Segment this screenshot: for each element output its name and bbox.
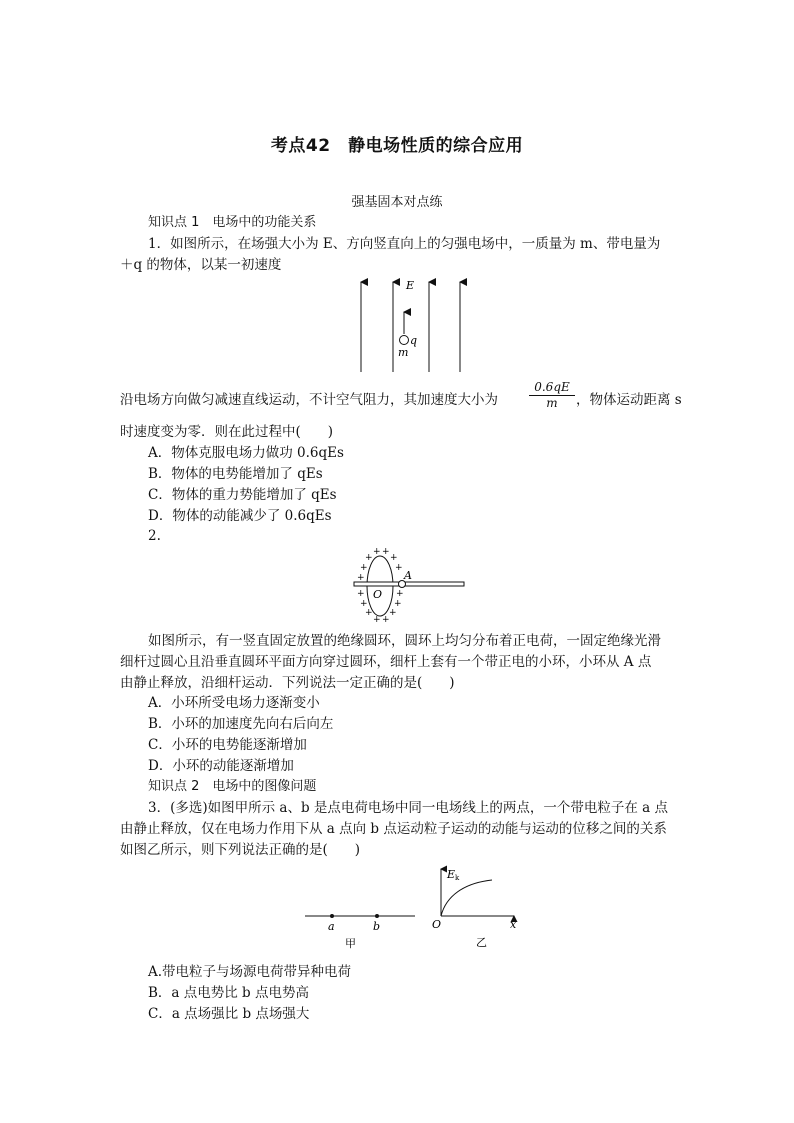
label-Ek: Ek	[447, 868, 460, 882]
q3-option-a: A.带电粒子与场源电荷带异种电荷	[148, 964, 352, 980]
acceleration-fraction	[529, 380, 575, 411]
point-b	[375, 914, 379, 918]
q1-line1: 1．如图所示，在场强大小为 E、方向竖直向上的匀强电场中，一质量为 m、带电量为	[148, 236, 661, 252]
plus-14: +	[373, 615, 381, 625]
point-a	[330, 914, 334, 918]
q3-option-b: B．a 点电势比 b 点电势高	[148, 985, 309, 1001]
label-A: A	[404, 569, 412, 582]
q2-line2: 细杆过圆心且沿垂直圆环平面方向穿过圆环，细杆上套有一个带正电的小环，小环从 A 点	[120, 654, 652, 670]
q2-option-a: A．小环所受电场力逐渐变小	[148, 695, 320, 711]
plus-13: +	[389, 608, 397, 618]
section2-heading: 知识点 2 电场中的图像问题	[148, 779, 317, 794]
charged-object	[400, 336, 409, 345]
fraction-denominator: m	[546, 396, 558, 410]
plus-12: +	[365, 608, 373, 618]
q3-option-c: C．a 点场强比 b 点场强大	[148, 1006, 310, 1022]
q2-figure-charged-ring	[352, 548, 466, 624]
label-O: O	[373, 588, 383, 601]
label-q: q	[410, 334, 418, 347]
q1-line2: ＋q 的物体，以某一初速度	[120, 257, 282, 273]
fraction-numerator: 0.6qE	[529, 380, 575, 396]
label-yi: 乙	[476, 936, 487, 949]
plus-5: +	[360, 563, 368, 573]
q3-line1: 3．(多选)如图甲所示 a、b 是点电荷电场中同一电场线上的两点，一个带电粒子在 a 点	[148, 800, 669, 816]
q3-figure-jia-field-line	[303, 905, 417, 953]
q2-line3: 由静止释放，沿细杆运动．下列说法一定正确的是( )	[120, 675, 455, 691]
q2-option-d: D．小环的动能逐渐增加	[148, 758, 294, 774]
plus-6: +	[395, 563, 403, 573]
q1-figure-uniform-field	[350, 276, 470, 376]
q1-line3: 沿电场方向做匀减速直线运动，不计空气阻力，其加速度大小为	[120, 392, 498, 408]
q2-option-c: C．小环的电势能逐渐增加	[148, 737, 307, 753]
label-E: E	[406, 279, 415, 292]
q1-option-c: C．物体的重力势能增加了 qEs	[148, 487, 337, 503]
q3-line2: 由静止释放，仅在电场力作用下从 a 点向 b 点运动粒子运动的动能与运动的位移之间的关系	[120, 821, 667, 837]
plus-2: +	[382, 547, 390, 557]
label-m: m	[398, 346, 409, 359]
label-O-axis: O	[432, 918, 442, 931]
plus-15: +	[382, 615, 390, 625]
q3-figure-yi-energy-graph	[428, 866, 522, 952]
q1-option-a: A．物体克服电场力做功 0.6qEs	[148, 445, 344, 461]
section1-heading: 知识点 1 电场中的功能关系	[148, 215, 317, 230]
page-title: 考点42 静电场性质的综合应用	[270, 136, 524, 156]
plus-3: +	[365, 553, 373, 563]
plus-11: +	[394, 599, 402, 609]
plus-4: +	[390, 553, 398, 563]
q2-option-b: B．小环的加速度先向右后向左	[148, 716, 334, 732]
plus-8: +	[357, 589, 365, 599]
q3-line3: 如图乙所示，则下列说法正确的是( )	[120, 842, 361, 858]
label-a: a	[328, 920, 335, 933]
plus-10: +	[360, 599, 368, 609]
label-x: x	[510, 918, 517, 931]
q1-line4: 时速度变为零．则在此过程中( )	[120, 424, 334, 440]
q2-number: 2.	[148, 528, 161, 544]
label-b: b	[373, 920, 381, 933]
plus-1: +	[373, 547, 381, 557]
q1-option-d: D．物体的动能减少了 0.6qEs	[148, 508, 332, 524]
q2-line1: 如图所示，有一竖直固定放置的绝缘圆环，圆环上均匀分布着正电荷，一固定绝缘光滑	[148, 633, 661, 649]
plus-9: +	[396, 589, 404, 599]
kinetic-energy-curve	[441, 880, 492, 916]
section-subtitle: 强基固本对点练	[351, 195, 443, 210]
label-jia: 甲	[345, 937, 356, 950]
plus-7: +	[357, 573, 365, 583]
q1-line3-tail: ，物体运动距离 s	[576, 392, 682, 408]
insulating-rod	[354, 582, 464, 586]
q1-option-b: B．物体的电势能增加了 qEs	[148, 466, 323, 482]
